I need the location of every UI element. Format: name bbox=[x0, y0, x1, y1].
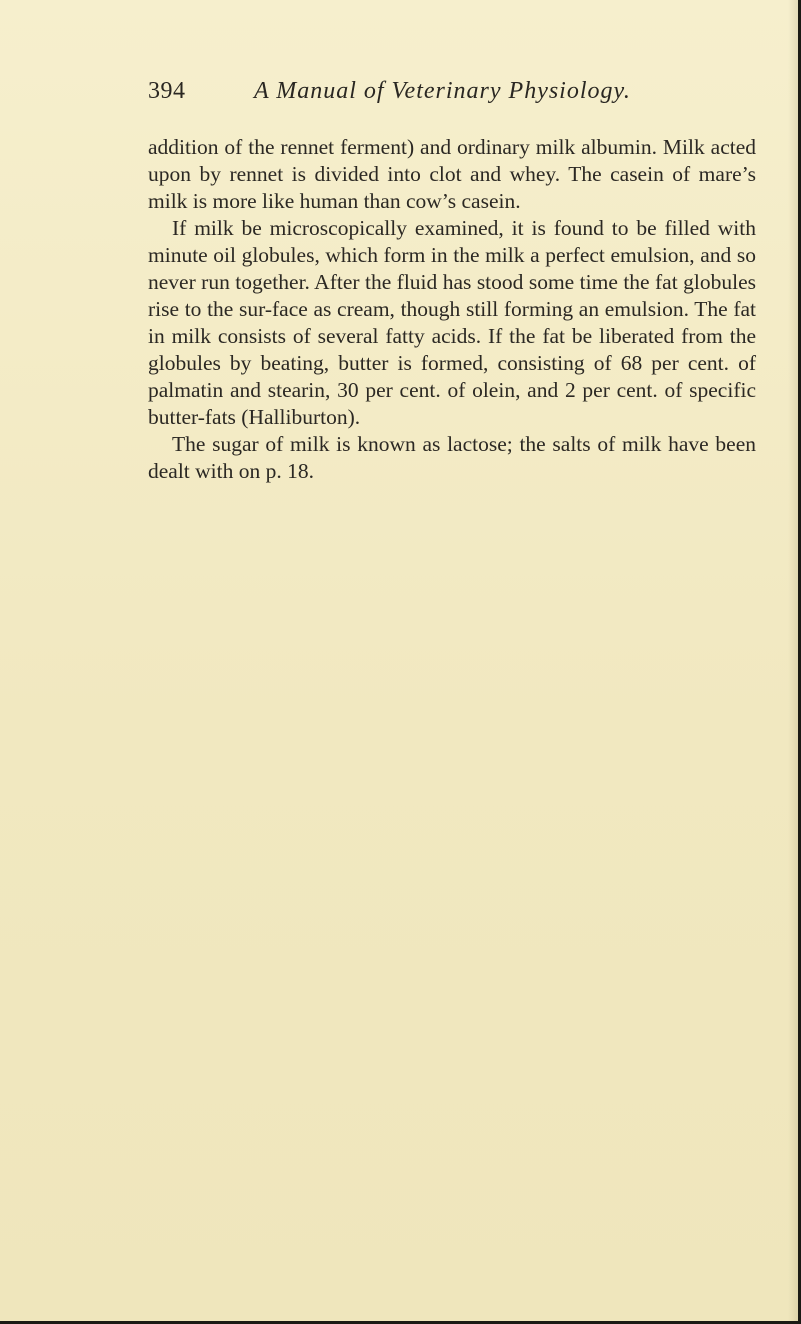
running-title: A Manual of Veterinary Physiology. bbox=[254, 78, 631, 104]
page-number: 394 bbox=[148, 78, 186, 104]
paragraph-casein: addition of the rennet ferment) and ordinary milk albumin. Milk acted upon by rennet is divided into clot and whey. The casein of mare’s milk is more like human than cow’s casein. bbox=[148, 135, 756, 213]
body-text bbox=[148, 134, 756, 485]
page-edge-shadow bbox=[788, 0, 798, 1324]
page-header bbox=[148, 78, 758, 118]
paragraph-milk-fat: If milk be microscopically examined, it is found to be filled with minute oil globules, which form in the milk a perfect emulsion, and so never run together. After the fluid has stood some time the fat globules rise to the sur-face as cream, though still forming an emulsion. The fat in milk consists of several fatty acids. If the fat be liberated from the globules by beating, butter is formed, consisting of 68 per cent. of palmatin and stearin, 30 per cent. of olein, and 2 per cent. of specific butter-fats (Halliburton). bbox=[148, 216, 756, 429]
paragraph-lactose: The sugar of milk is known as lactose; the salts of milk have been dealt with on p. 18. bbox=[148, 432, 756, 483]
